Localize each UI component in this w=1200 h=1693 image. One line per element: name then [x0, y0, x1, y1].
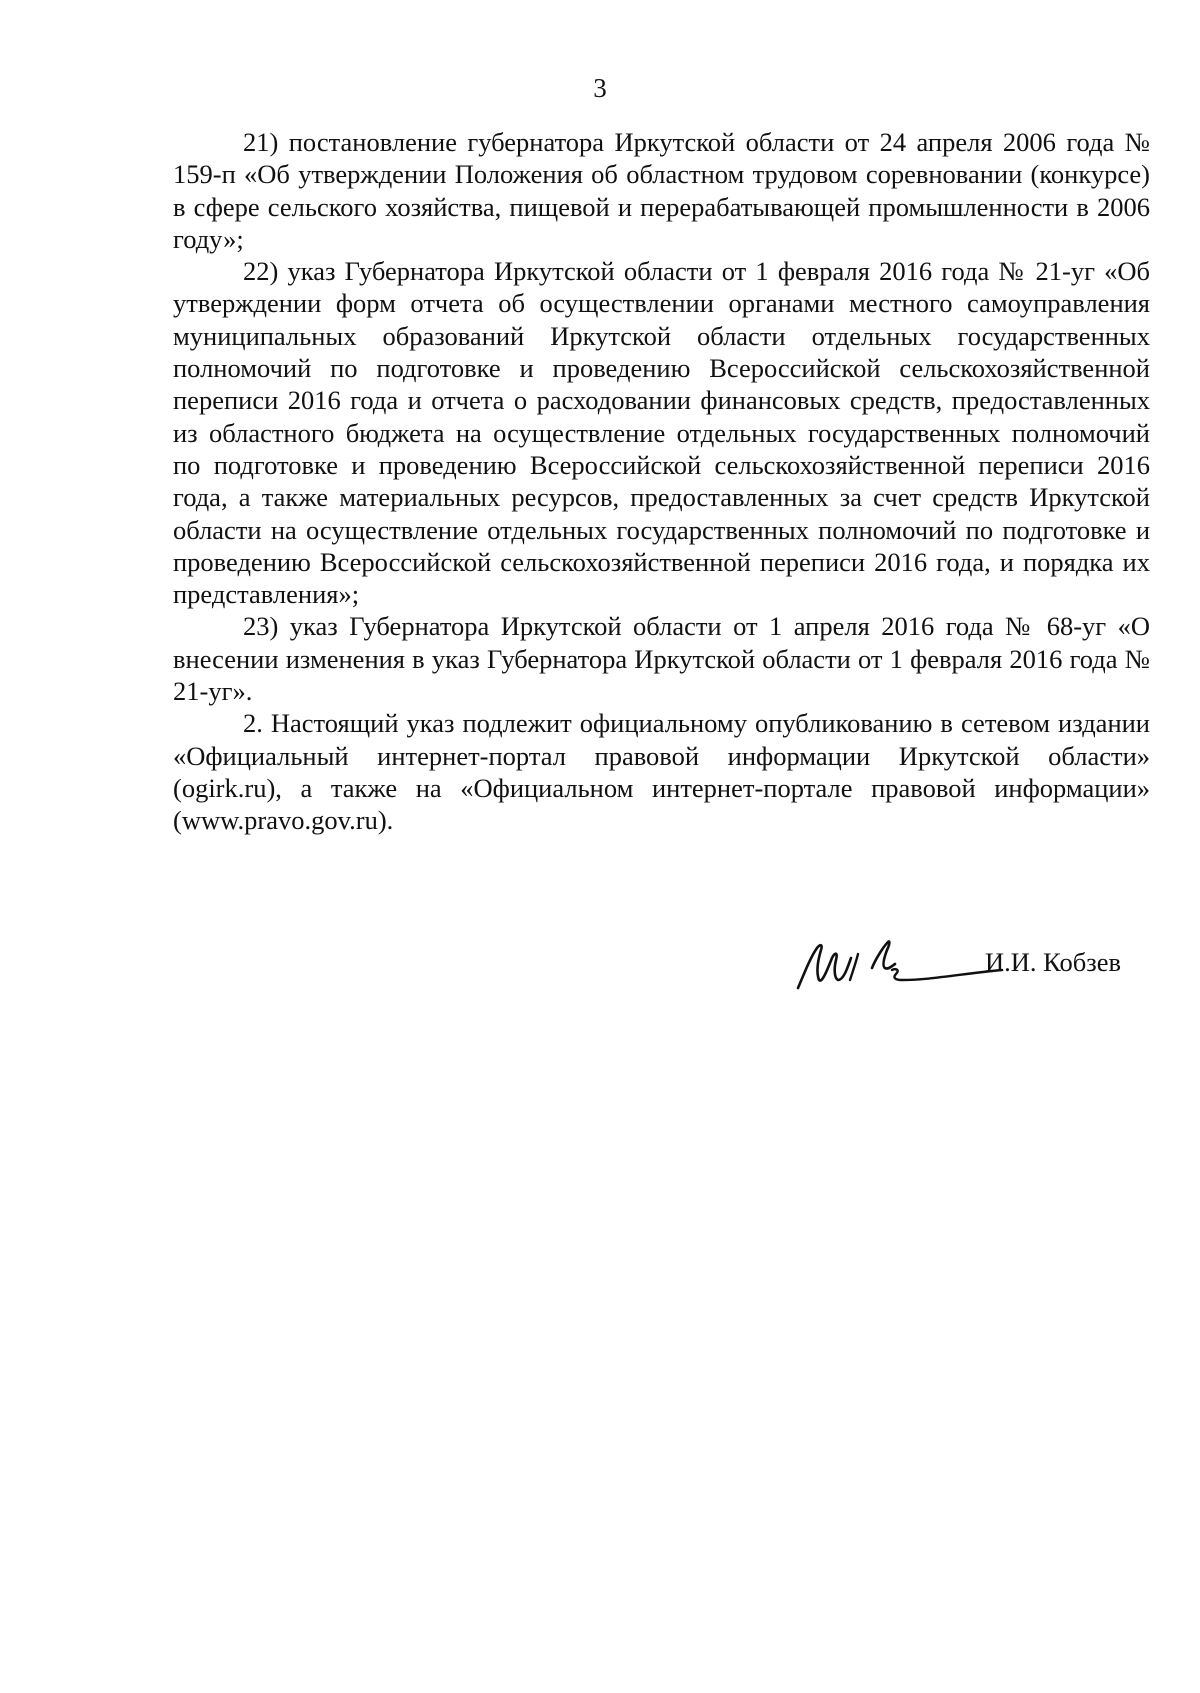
page-number: 3	[593, 73, 607, 103]
signatory-name: И.И. Кобзев	[985, 947, 1121, 977]
signature-block	[790, 910, 1160, 1020]
publication-clause: 2. Настоящий указ подлежит официальному опубликованию в сетевом издании «Официальный интернет-портал правовой информации Иркутской области» (ogirk.ru), а также на «Официальном интернет-портале правовой информации» (www.pravo.gov.ru).	[173, 708, 1150, 836]
list-item-23: 23) указ Губернатора Иркутской области от 1 апреля 2016 года № 68-уг «О внесении изменения в указ Губернатора Иркутской области от 1 февраля 2016 года № 21-уг».	[173, 611, 1150, 707]
document-body	[173, 126, 1150, 837]
list-item-21: 21) постановление губернатора Иркутской области от 24 апреля 2006 года № 159-п «Об утверждении Положения об областном трудовом соревновании (конкурсе) в сфере сельского хозяйства, пищевой и перерабатывающей промышленности в 2006 году»;	[173, 127, 1150, 254]
list-item-22: 22) указ Губернатора Иркутской области от 1 февраля 2016 года № 21-уг «Об утверждении форм отчета об осуществлении органами местного самоуправления муниципальных образований Иркутской области отдельных государственных полномочий по подготовке и проведению Всероссийской сельскохозяйственной переписи 2016 года и отчета о расходовании финансовых средств, предоставленных из областного бюджета на осуществление отдельных государственных полномочий по подготовке и проведению Всероссийской сельскохозяйственной переписи 2016 года, а также материальных ресурсов, предоставленных за счет средств Иркутской области на осуществление отдельных государственных полномочий по подготовке и проведению Всероссийской сельскохозяйственной переписи 2016 года, и порядка их представления»;	[173, 256, 1150, 610]
